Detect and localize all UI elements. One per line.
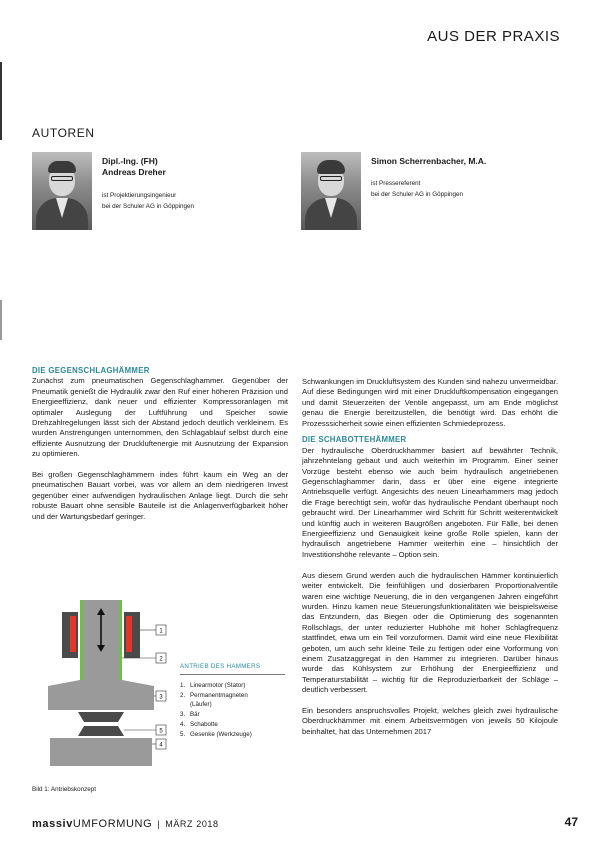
anvil — [50, 738, 152, 766]
author-name: Dipl.-Ing. (FH) Andreas Dreher — [102, 156, 166, 177]
author-role: ist Pressereferent bei der Schuler AG in Göppingen — [371, 180, 464, 198]
paragraph: Zunächst zum pneumatischen Gegenschlaghammer. Gegenüber der Pneumatik genießt die Hydraulik zwar den Ruf einer höheren Präzision und Energieeffizienz, dank neuer und effizienter Kompressoranlagen mit optimaler Auslegung der Luftführung und Speicher sowie Drehzahlregelungen lässt sich der Abstand jedoch deutlich verkleinern. Es wurden Anstrengungen unternommen, den Schlagablauf selbst durch eine effiziente Ausnutzung der Druckluftenergie mit Ausnutzung der Expansion zu optimieren. — [32, 376, 288, 459]
subhead-gegenschlaghaemmer: DIE GEGENSCHLAGHÄMMER — [32, 366, 150, 375]
callout-4: 4 — [159, 742, 163, 749]
author-name: Simon Scherrenbacher, M.A. — [371, 156, 487, 166]
legend-item: 4. Schabotte — [180, 720, 218, 728]
paragraph: Schwankungen im Druckluftsystem des Kunden sind nahezu unvermeidbar. Auf diese Bedingungen wird mit einer Druckluftkompensation eingegangen und damit Steuerzeiten der Ventile angepasst, um am Ende möglichst genau die Energie bereitzustellen, die benötigt wird. Das erhöht die Prozesssicherheit sowie einen effizienten Schmiedeprozess. — [302, 377, 558, 428]
authors-heading: AUTOREN — [32, 126, 95, 140]
stator-right-coil — [126, 616, 132, 652]
paragraph: Aus diesem Grund werden auch die hydraulischen Hämmer kontinuierlich weiter entwickelt. Die feinfühligen und dosierbaren Proportionalventile waren eine wichtige Neuerung, die in den vergangenen Jahren eingeführt wurden. Hinzu kamen neue Steuerungsfunktionalitäten wie beispielsweise das Entzundern, das Biegen oder die Optimierung des sogenannten Rollschlags, der unter reduzierter Hubhöhe mit hoher Schlagfrequenz stattfindet, etwa um ein Teil vorzuformen. Damit wird eine neue Flexibilität geboten, um auch sehr kleine Teile zu fertigen oder eine Vorformung von einem Zusatzaggregat in den Hammer zu integrieren. Darüber hinaus wurde das Kühlsystem zur Erhöhung der Energieeffizienz und Temperaturstabilität – wichtig für die Reproduzierbarkeit der Schläge – deutlich verbessert. — [302, 570, 558, 695]
section-title: AUS DER PRAXIS — [427, 28, 560, 45]
issue-date: MÄRZ 2018 — [165, 819, 219, 829]
author-photo — [301, 152, 361, 230]
paragraph: Ein besonders anspruchsvolles Projekt, welches gleich zwei hydraulische Oberdruckhämmer mit einem Arbeitsvermögen von jeweils 50 Kilojoule beinhaltet, hat das Unternehmen 2017 — [302, 705, 558, 736]
margin-rule — [0, 62, 2, 140]
paragraph: Bei großen Gegenschlaghämmern indes führt kaum ein Weg an der pneumatischen Bauart vorbei, was vor allem an dem niedrigeren Invest gegenüber einer aufwendigen hydraulischen Anlage liegt. Durch die sehr robuste Bauart ohne sensible Bauteile ist die Anlagenverfügbarkeit höher und der Wartungsbedarf geringer. — [32, 470, 288, 521]
callout-1: 1 — [159, 628, 163, 635]
paragraph: Der hydraulische Oberdruckhammer basiert auf bewährter Technik, jahrzehntelang gebaut und auch weiterhin im Programm. Einer seiner Vorzüge besteht ebenso wie auch beim hydraulisch angetriebenen Gegenschlaghammer darin, dass er über eine eigene integrierte Antriebsquelle verfügt. Angesichts des neuen Linearhammers mag jedoch die Frage berechtigt sein, wofür das hydraulische Pendant überhaupt noch gebraucht wird. Der Linearhammer wird Schritt für Schritt weiterentwickelt und künftig auch in weiteren Baugrößen angeboten. Für Fälle, bei denen Energieeffizienz und Genauigkeit keine große Rolle spielen, kann der hydraulisch angetriebene Hammer weiterhin eine – hinsichtlich der Investitionshöhe relevante – Option sein. — [302, 445, 558, 559]
lower-die — [78, 726, 124, 736]
legend-item: 1. Linearmotor (Stator) — [180, 681, 246, 689]
magnet-left — [80, 600, 83, 680]
author-role: ist Projektierungsingenieur bei der Schuler AG in Göppingen — [102, 192, 195, 210]
article-column-2 — [302, 377, 558, 748]
legend-title: ANTRIEB DES HAMMERS — [180, 662, 285, 675]
stator-left-coil — [70, 616, 76, 652]
upper-die — [78, 712, 124, 722]
figure-caption: Bild 1: Antriebskonzept — [32, 786, 97, 793]
legend-item: (Läufer) — [190, 701, 212, 709]
legend-item: 5. Gesenke (Werkzeuge) — [180, 730, 252, 738]
article-column-1 — [32, 366, 288, 532]
diagram-legend — [180, 662, 285, 740]
footer-separator: | — [157, 819, 161, 829]
page-number: 47 — [564, 815, 578, 829]
author-photo — [32, 152, 92, 230]
legend-item: 2. Permanentmagneten — [180, 691, 248, 699]
legend-item: 3. Bär — [180, 711, 200, 719]
callout-2: 2 — [159, 656, 163, 663]
page-footer — [32, 818, 219, 830]
ram — [48, 680, 154, 710]
subhead-schabottehaemmer: DIE SCHABOTTEHÄMMER — [302, 435, 407, 445]
callout-5: 5 — [159, 728, 163, 735]
magnet-right — [119, 600, 122, 680]
magazine-brand: massivUMFORMUNG — [32, 818, 153, 830]
callout-3: 3 — [159, 694, 163, 701]
margin-rule-lower — [0, 300, 2, 340]
